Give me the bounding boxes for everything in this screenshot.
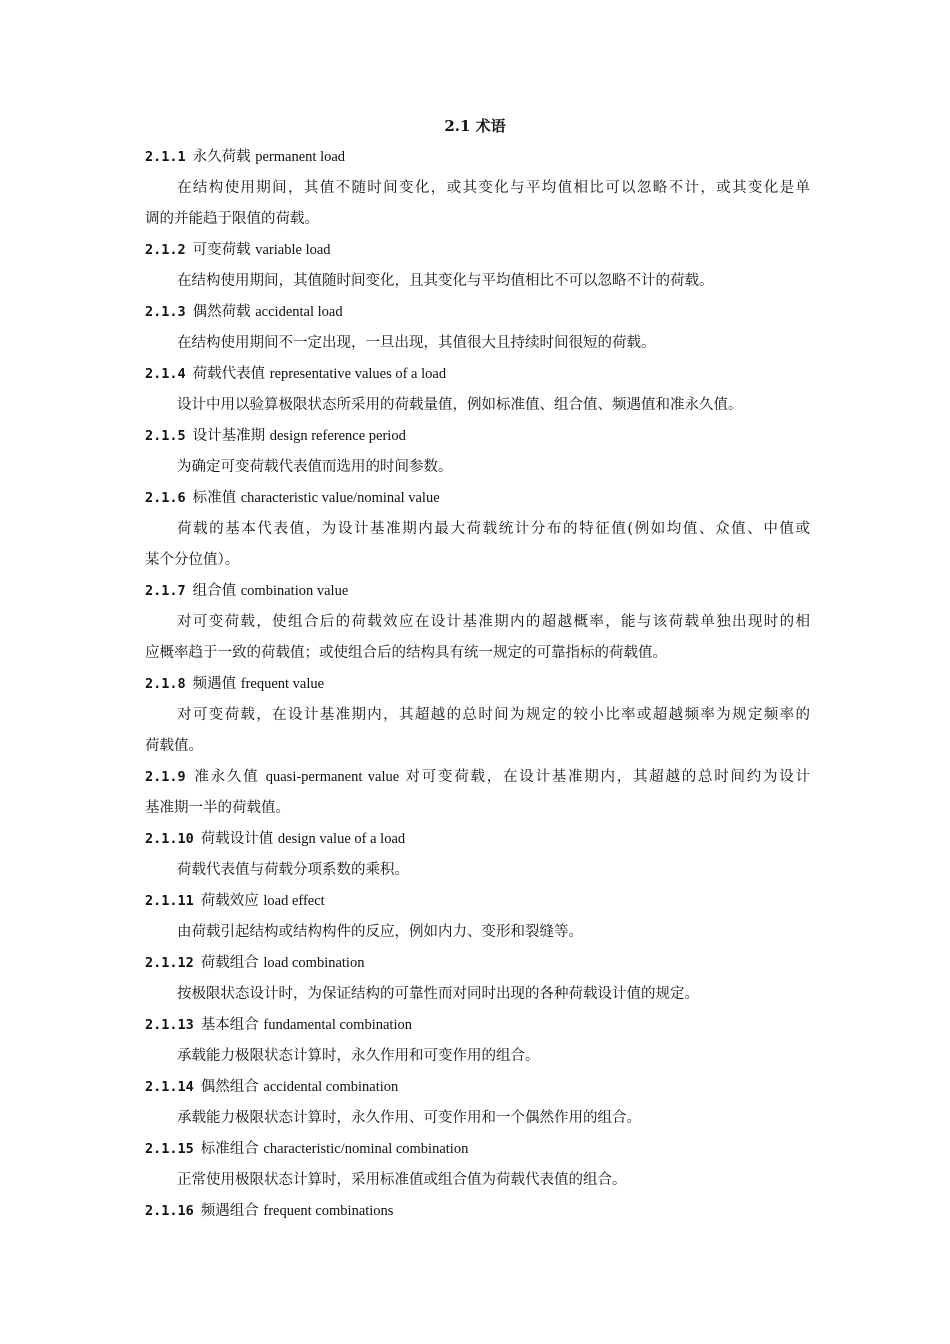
section-title: 2.1 术语 — [444, 117, 506, 135]
term-definition-line: 荷载代表值与荷载分项系数的乘积。 — [177, 862, 409, 878]
term-name-en: representative values of a load — [269, 366, 447, 382]
term-number: 2.1.12 — [145, 955, 194, 971]
term-heading — [145, 579, 810, 610]
term-name-en: frequent value — [240, 676, 325, 692]
term-number: 2.1.10 — [145, 831, 194, 847]
term-definition-line: 在结构使用期间，其值随时间变化，且其变化与平均值相比不可以忽略不计的荷载。 — [177, 273, 714, 289]
term-inline-definition: 对可变荷载，在设计基准期内，其超越的总时间约为设计 — [399, 769, 810, 785]
term-name-en: characteristic value/nominal value — [240, 490, 440, 506]
term-definition-line: 某个分位值）。 — [145, 552, 240, 568]
term-name-cn: 基本组合 — [200, 1017, 264, 1033]
term-name-en: load effect — [263, 893, 325, 909]
term-definition-line: 基准期一半的荷载值。 — [145, 800, 290, 816]
terms-list — [145, 145, 810, 1230]
term-definition-line: 在结构使用期间，其值不随时间变化，或其变化与平均值相比可以忽略不计，或其变化是单 — [177, 180, 810, 196]
term-number: 2.1.7 — [145, 583, 186, 599]
term-name-en: load combination — [263, 955, 365, 971]
term-number: 2.1.9 — [145, 769, 186, 785]
term-name-cn: 组合值 — [192, 583, 241, 599]
term-heading — [145, 827, 810, 858]
term-name-cn: 准永久值 — [192, 769, 266, 785]
term-name-cn: 设计基准期 — [192, 428, 270, 444]
term-definition-line: 为确定可变荷载代表值而选用的时间参数。 — [177, 459, 453, 475]
term-name-en: frequent combinations — [263, 1203, 394, 1219]
term-name-cn: 偶然荷载 — [192, 304, 256, 320]
term-heading — [145, 1075, 810, 1106]
term-name-cn: 标准组合 — [200, 1141, 264, 1157]
term-heading — [145, 889, 810, 920]
term-name-en: combination value — [240, 583, 349, 599]
term-name-cn: 标准值 — [192, 490, 241, 506]
term-number: 2.1.13 — [145, 1017, 194, 1033]
term-heading — [145, 145, 810, 176]
term-definition-line: 对可变荷载，使组合后的荷载效应在设计基准期内的超越概率，能与该荷载单独出现时的相 — [177, 614, 810, 630]
term-number: 2.1.2 — [145, 242, 186, 258]
term-number: 2.1.15 — [145, 1141, 194, 1157]
term-definition-line: 应概率趋于一致的荷载值；或使组合后的结构具有统一规定的可靠指标的荷载值。 — [145, 645, 667, 661]
term-name-en: characteristic/nominal combination — [263, 1141, 469, 1157]
term-number: 2.1.6 — [145, 490, 186, 506]
term-name-en: fundamental combination — [263, 1017, 412, 1033]
term-name-cn: 荷载设计值 — [200, 831, 278, 847]
term-name-cn: 偶然组合 — [200, 1079, 264, 1095]
term-heading — [145, 1137, 810, 1168]
term-definition-line: 荷载的基本代表值，为设计基准期内最大荷载统计分布的特征值(例如均值、众值、中值或 — [177, 521, 810, 537]
term-number: 2.1.3 — [145, 304, 186, 320]
term-heading — [145, 672, 810, 703]
term-definition-line: 正常使用极限状态计算时，采用标准值或组合值为荷载代表值的组合。 — [177, 1172, 627, 1188]
term-number: 2.1.16 — [145, 1203, 194, 1219]
term-heading — [145, 238, 810, 269]
term-definition-line: 荷载值。 — [145, 738, 203, 754]
term-definition-line: 按极限状态设计时，为保证结构的可靠性而对同时出现的各种荷载设计值的规定。 — [177, 986, 699, 1002]
term-definition-line: 承载能力极限状态计算时，永久作用、可变作用和一个偶然作用的组合。 — [177, 1110, 641, 1126]
term-definition-line: 在结构使用期间不一定出现，一旦出现，其值很大且持续时间很短的荷载。 — [177, 335, 656, 351]
term-name-cn: 可变荷载 — [192, 242, 256, 258]
term-number: 2.1.8 — [145, 676, 186, 692]
term-number: 2.1.11 — [145, 893, 194, 909]
term-heading — [145, 486, 810, 517]
term-name-cn: 频遇值 — [192, 676, 241, 692]
term-name-cn: 永久荷载 — [192, 149, 256, 165]
term-name-en: design reference period — [269, 428, 406, 444]
term-definition-line: 由荷载引起结构或结构构件的反应，例如内力、变形和裂缝等。 — [177, 924, 583, 940]
term-name-en: quasi-permanent value — [265, 769, 400, 785]
term-name-en: accidental combination — [263, 1079, 399, 1095]
term-heading — [145, 424, 810, 455]
term-heading — [145, 362, 810, 393]
term-name-cn: 荷载效应 — [200, 893, 264, 909]
term-name-cn: 荷载代表值 — [192, 366, 270, 382]
term-number: 2.1.5 — [145, 428, 186, 444]
term-heading — [145, 951, 810, 982]
term-heading — [145, 300, 810, 331]
term-name-cn: 频遇组合 — [200, 1203, 264, 1219]
term-definition-line: 对可变荷载，在设计基准期内，其超越的总时间为规定的较小比率或超越频率为规定频率的 — [177, 707, 810, 723]
term-name-en: variable load — [255, 242, 331, 258]
term-number: 2.1.1 — [145, 149, 186, 165]
term-name-cn: 荷载组合 — [200, 955, 264, 971]
term-name-en: design value of a load — [277, 831, 406, 847]
term-name-en: permanent load — [255, 149, 346, 165]
term-name-en: accidental load — [255, 304, 343, 320]
term-definition-line: 设计中用以验算极限状态所采用的荷载量值，例如标准值、组合值、频遇值和准永久值。 — [177, 397, 743, 413]
term-definition-line: 调的并能趋于限值的荷载。 — [145, 211, 319, 227]
term-heading — [145, 765, 810, 796]
term-number: 2.1.4 — [145, 366, 186, 382]
term-number: 2.1.14 — [145, 1079, 194, 1095]
term-definition-line: 承载能力极限状态计算时，永久作用和可变作用的组合。 — [177, 1048, 540, 1064]
term-heading — [145, 1013, 810, 1044]
term-heading — [145, 1199, 810, 1230]
